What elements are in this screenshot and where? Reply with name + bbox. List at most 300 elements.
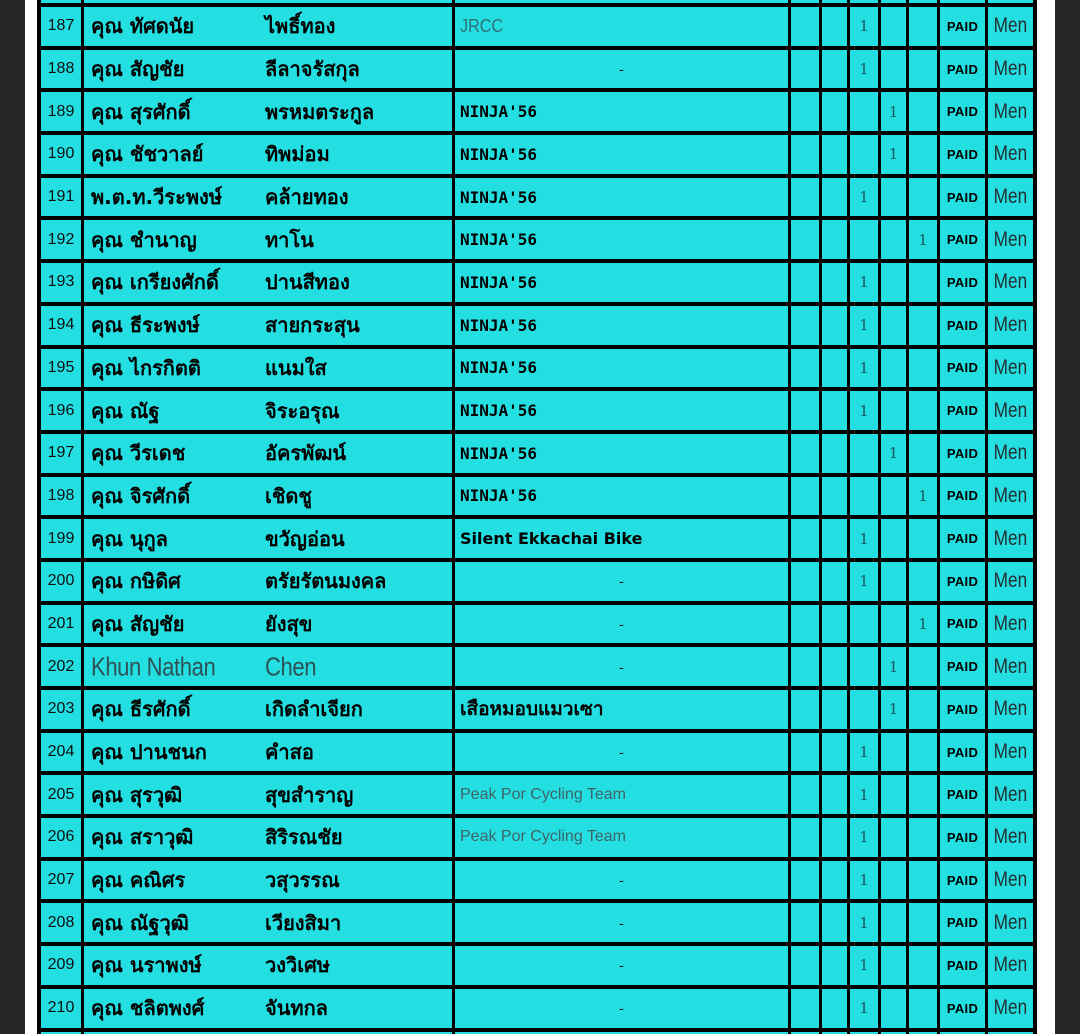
row-number: 201 xyxy=(41,605,84,644)
last-name: Chen xyxy=(265,651,317,682)
category-cell-2 xyxy=(822,562,850,601)
gender-cell xyxy=(988,605,1033,644)
table-row xyxy=(41,771,1033,814)
category-cell-1 xyxy=(791,775,822,814)
category-cell-5 xyxy=(909,92,940,131)
category-cell-4 xyxy=(881,349,909,388)
category-cell-1 xyxy=(791,92,822,131)
row-number: 205 xyxy=(41,775,84,814)
gender-cell xyxy=(988,349,1033,388)
last-name: ทาโน xyxy=(265,227,314,252)
category-cell xyxy=(881,0,909,3)
table-row xyxy=(41,46,1033,89)
last-name: เกิดลำเจียก xyxy=(265,697,363,722)
category-cell-5 xyxy=(909,391,940,430)
last-name: วสุวรรณ xyxy=(265,868,340,893)
category-cell-1 xyxy=(791,733,822,772)
last-name: สิริรณชัย xyxy=(265,825,343,850)
paid-status: PAID xyxy=(940,861,988,900)
row-number: 210 xyxy=(41,989,84,1028)
category-cell-2 xyxy=(822,306,850,345)
gender-cell xyxy=(988,50,1033,89)
team-cell xyxy=(455,263,791,302)
category-cell-4 xyxy=(881,818,909,857)
document-page[interactable] xyxy=(25,0,1055,1034)
row-number xyxy=(41,0,84,3)
team-cell xyxy=(455,903,791,942)
table-body xyxy=(41,3,1033,1028)
paid-status: PAID xyxy=(940,775,988,814)
gender-cell xyxy=(988,0,1033,3)
row-number: 195 xyxy=(41,349,84,388)
row-number: 196 xyxy=(41,391,84,430)
team-name: - xyxy=(619,658,624,675)
gender-cell xyxy=(988,562,1033,601)
team-cell xyxy=(455,92,791,131)
gender-label: Men xyxy=(993,57,1028,81)
row-number: 200 xyxy=(41,562,84,601)
team-name: - xyxy=(619,61,624,78)
gender-label: Men xyxy=(993,740,1028,764)
category-cell-2 xyxy=(822,349,850,388)
row-number: 206 xyxy=(41,818,84,857)
last-name: คำสอ xyxy=(265,740,314,765)
name-cell xyxy=(84,562,455,601)
category-cell-2 xyxy=(822,92,850,131)
category-cell-4: 1 xyxy=(881,135,909,174)
category-cell-1 xyxy=(791,989,822,1028)
category-cell-3: 1 xyxy=(850,306,881,345)
category-cell-3 xyxy=(850,92,881,131)
table-row xyxy=(41,686,1033,729)
team-cell xyxy=(455,818,791,857)
last-name: เชิดชู xyxy=(265,483,312,508)
category-cell-4 xyxy=(881,220,909,259)
team-cell xyxy=(455,477,791,516)
category-cell xyxy=(822,0,850,3)
last-name: คล้ายทอง xyxy=(265,185,349,210)
team-cell xyxy=(455,519,791,558)
category-cell-5 xyxy=(909,50,940,89)
category-cell-5 xyxy=(909,946,940,985)
first-name: คุณ สัญชัย xyxy=(91,611,185,636)
category-cell-2 xyxy=(822,775,850,814)
gender-cell xyxy=(988,903,1033,942)
category-cell-1 xyxy=(791,263,822,302)
name-cell xyxy=(84,0,455,3)
team-name: NINJA'56 xyxy=(460,486,538,506)
category-cell-4: 1 xyxy=(881,647,909,686)
row-number: 188 xyxy=(41,50,84,89)
team-cell xyxy=(455,861,791,900)
category-cell-5 xyxy=(909,989,940,1028)
gender-cell xyxy=(988,434,1033,473)
row-number: 192 xyxy=(41,220,84,259)
name-cell xyxy=(84,989,455,1028)
name-cell xyxy=(84,647,455,686)
name-cell xyxy=(84,135,455,174)
row-number: 204 xyxy=(41,733,84,772)
paid-status: PAID xyxy=(940,989,988,1028)
last-name: พรหมตระกูล xyxy=(265,99,375,124)
category-cell-5 xyxy=(909,135,940,174)
first-name: คุณ ชลิตพงศ์ xyxy=(91,996,205,1021)
last-name: แนมใส xyxy=(265,355,327,380)
team-name: - xyxy=(619,872,624,889)
last-name: ตรัยรัตนมงคล xyxy=(265,569,387,594)
gender-label: Men xyxy=(993,910,1028,934)
gender-label: Men xyxy=(993,355,1028,379)
category-cell-1 xyxy=(791,477,822,516)
category-cell-4 xyxy=(881,178,909,217)
team-cell xyxy=(455,50,791,89)
name-cell xyxy=(84,220,455,259)
category-cell-2 xyxy=(822,477,850,516)
category-cell-1 xyxy=(791,7,822,46)
row-number: 199 xyxy=(41,519,84,558)
last-name: สายกระสุน xyxy=(265,313,360,338)
category-cell xyxy=(850,0,881,3)
category-cell-4 xyxy=(881,477,909,516)
team-name: NINJA'56 xyxy=(460,358,538,378)
team-cell xyxy=(455,647,791,686)
category-cell-4 xyxy=(881,7,909,46)
registration-table xyxy=(37,0,1037,1034)
category-cell-4 xyxy=(881,391,909,430)
category-cell-4 xyxy=(881,306,909,345)
row-number: 187 xyxy=(41,7,84,46)
category-cell-4 xyxy=(881,263,909,302)
paid-status: PAID xyxy=(940,7,988,46)
gender-cell xyxy=(988,861,1033,900)
category-cell-2 xyxy=(822,818,850,857)
gender-label: Men xyxy=(993,185,1028,209)
category-cell-5: 1 xyxy=(909,477,940,516)
paid-status: PAID xyxy=(940,92,988,131)
category-cell-2 xyxy=(822,690,850,729)
category-cell-3: 1 xyxy=(850,391,881,430)
first-name: คุณ สัญชัย xyxy=(91,57,185,82)
last-name: จิระอรุณ xyxy=(265,398,340,423)
gender-label: Men xyxy=(993,142,1028,166)
category-cell-3: 1 xyxy=(850,50,881,89)
category-cell-1 xyxy=(791,818,822,857)
category-cell-4 xyxy=(881,903,909,942)
category-cell-5 xyxy=(909,775,940,814)
paid-status: PAID xyxy=(940,903,988,942)
table-row xyxy=(41,899,1033,942)
category-cell-5 xyxy=(909,690,940,729)
gender-cell xyxy=(988,178,1033,217)
team-name: NINJA'56 xyxy=(460,443,538,463)
category-cell-3 xyxy=(850,690,881,729)
team-cell xyxy=(455,562,791,601)
team-cell xyxy=(455,135,791,174)
name-cell xyxy=(84,178,455,217)
first-name: คุณ สุรวุฒิ xyxy=(91,782,183,807)
name-cell xyxy=(84,477,455,516)
category-cell-3 xyxy=(850,647,881,686)
gender-label: Men xyxy=(993,14,1028,38)
category-cell-2 xyxy=(822,220,850,259)
row-number: 197 xyxy=(41,434,84,473)
team-name: NINJA'56 xyxy=(460,315,538,335)
row-number: 189 xyxy=(41,92,84,131)
category-cell-3 xyxy=(850,477,881,516)
table-row xyxy=(41,942,1033,985)
gender-cell xyxy=(988,7,1033,46)
last-name: ทิพม่อม xyxy=(265,142,330,167)
gender-label: Men xyxy=(993,569,1028,593)
first-name: คุณ ทัศดนัย xyxy=(91,14,195,39)
category-cell-5: 1 xyxy=(909,605,940,644)
row-number: 193 xyxy=(41,263,84,302)
category-cell-4 xyxy=(881,775,909,814)
team-name: NINJA'56 xyxy=(460,187,538,207)
row-number: 203 xyxy=(41,690,84,729)
first-name: คุณ ปานชนก xyxy=(91,740,207,765)
category-cell-1 xyxy=(791,306,822,345)
category-cell-4 xyxy=(881,946,909,985)
paid-status: PAID xyxy=(940,477,988,516)
name-cell xyxy=(84,775,455,814)
category-cell-5 xyxy=(909,647,940,686)
gender-label: Men xyxy=(993,868,1028,892)
name-cell xyxy=(84,434,455,473)
category-cell-4: 1 xyxy=(881,690,909,729)
category-cell-2 xyxy=(822,903,850,942)
paid-status: PAID xyxy=(940,220,988,259)
gender-label: Men xyxy=(993,313,1028,337)
table-row xyxy=(41,515,1033,558)
category-cell-3: 1 xyxy=(850,989,881,1028)
gender-cell xyxy=(988,220,1033,259)
category-cell-3: 1 xyxy=(850,562,881,601)
name-cell xyxy=(84,391,455,430)
gender-cell xyxy=(988,946,1033,985)
row-number: 191 xyxy=(41,178,84,217)
team-cell xyxy=(455,946,791,985)
gender-label: Men xyxy=(993,782,1028,806)
team-cell xyxy=(455,178,791,217)
category-cell-4: 1 xyxy=(881,434,909,473)
gender-cell xyxy=(988,989,1033,1028)
category-cell-5 xyxy=(909,861,940,900)
category-cell-3: 1 xyxy=(850,861,881,900)
category-cell-2 xyxy=(822,178,850,217)
category-cell-2 xyxy=(822,605,850,644)
category-cell-5 xyxy=(909,519,940,558)
first-name: คุณ นุกูล xyxy=(91,526,168,551)
category-cell-5 xyxy=(909,818,940,857)
category-cell-2 xyxy=(822,861,850,900)
gender-label: Men xyxy=(993,825,1028,849)
last-name: ขวัญอ่อน xyxy=(265,526,345,551)
table-row xyxy=(41,387,1033,430)
category-cell-3: 1 xyxy=(850,349,881,388)
table-row xyxy=(41,985,1033,1028)
category-cell-4 xyxy=(881,519,909,558)
gender-cell xyxy=(988,92,1033,131)
table-row xyxy=(41,643,1033,686)
first-name: คุณ คณิศร xyxy=(91,868,186,893)
category-cell-5: 1 xyxy=(909,220,940,259)
table-row xyxy=(41,430,1033,473)
table-row-partial-bottom xyxy=(41,1028,1033,1034)
first-name: คุณ ชัชวาลย์ xyxy=(91,142,204,167)
first-name: Khun Nathan xyxy=(91,651,216,682)
row-number: 190 xyxy=(41,135,84,174)
category-cell-5 xyxy=(909,434,940,473)
row-number: 208 xyxy=(41,903,84,942)
team-name: NINJA'56 xyxy=(460,102,538,122)
gender-cell xyxy=(988,263,1033,302)
team-cell xyxy=(455,733,791,772)
first-name: คุณ นราพงษ์ xyxy=(91,953,202,978)
category-cell-2 xyxy=(822,7,850,46)
category-cell-4 xyxy=(881,50,909,89)
row-number: 194 xyxy=(41,306,84,345)
category-cell-5 xyxy=(909,349,940,388)
category-cell-1 xyxy=(791,220,822,259)
category-cell-3: 1 xyxy=(850,519,881,558)
row-number: 209 xyxy=(41,946,84,985)
last-name: จันทกล xyxy=(265,996,328,1021)
gender-cell xyxy=(988,477,1033,516)
category-cell-5 xyxy=(909,903,940,942)
gender-cell xyxy=(988,690,1033,729)
gender-label: Men xyxy=(993,996,1028,1020)
category-cell-2 xyxy=(822,263,850,302)
category-cell-3: 1 xyxy=(850,775,881,814)
paid-status: PAID xyxy=(940,519,988,558)
row-number: 202 xyxy=(41,647,84,686)
name-cell xyxy=(84,861,455,900)
category-cell-1 xyxy=(791,903,822,942)
category-cell-5 xyxy=(909,562,940,601)
category-cell-1 xyxy=(791,434,822,473)
name-cell xyxy=(84,7,455,46)
category-cell-1 xyxy=(791,562,822,601)
table-row xyxy=(41,174,1033,217)
team-cell xyxy=(455,306,791,345)
category-cell-3: 1 xyxy=(850,903,881,942)
paid-status: PAID xyxy=(940,50,988,89)
gender-cell xyxy=(988,135,1033,174)
name-cell xyxy=(84,818,455,857)
gender-label: Men xyxy=(993,441,1028,465)
gender-label: Men xyxy=(993,227,1028,251)
category-cell-1 xyxy=(791,861,822,900)
team-cell xyxy=(455,605,791,644)
first-name: คุณ ไกรกิตติ xyxy=(91,355,201,380)
paid-status: PAID xyxy=(940,647,988,686)
gender-cell xyxy=(988,818,1033,857)
paid-status: PAID xyxy=(940,349,988,388)
team-cell xyxy=(455,0,791,3)
name-cell xyxy=(84,946,455,985)
team-name: - xyxy=(619,957,624,974)
team-name: JRCC xyxy=(460,15,504,36)
gender-cell xyxy=(988,519,1033,558)
paid-status: PAID xyxy=(940,605,988,644)
team-cell xyxy=(455,349,791,388)
table-row xyxy=(41,3,1033,46)
category-cell-2 xyxy=(822,434,850,473)
team-cell xyxy=(455,690,791,729)
first-name: คุณ ธีระพงษ์ xyxy=(91,313,200,338)
team-name: NINJA'56 xyxy=(460,272,538,292)
last-name: ปานสีทอง xyxy=(265,270,350,295)
paid-status: PAID xyxy=(940,818,988,857)
team-name: เสือหมอบแมวเซา xyxy=(460,698,604,721)
first-name: คุณ ณัฐวุฒิ xyxy=(91,910,189,935)
table-row xyxy=(41,601,1033,644)
category-cell-5 xyxy=(909,7,940,46)
last-name: ยังสุข xyxy=(265,611,313,636)
category-cell-3: 1 xyxy=(850,818,881,857)
name-cell xyxy=(84,519,455,558)
category-cell-3: 1 xyxy=(850,178,881,217)
table-row xyxy=(41,345,1033,388)
category-cell-3: 1 xyxy=(850,733,881,772)
paid-status xyxy=(940,0,988,3)
category-cell-4 xyxy=(881,861,909,900)
table-row xyxy=(41,558,1033,601)
gender-cell xyxy=(988,391,1033,430)
category-cell-1 xyxy=(791,519,822,558)
gender-label: Men xyxy=(993,697,1028,721)
first-name: คุณ ธีรศักดิ์ xyxy=(91,697,191,722)
category-cell-3 xyxy=(850,434,881,473)
team-name: - xyxy=(619,1000,624,1017)
table-row xyxy=(41,216,1033,259)
category-cell-1 xyxy=(791,50,822,89)
category-cell-1 xyxy=(791,135,822,174)
table-row xyxy=(41,131,1033,174)
category-cell-1 xyxy=(791,690,822,729)
team-cell xyxy=(455,434,791,473)
category-cell-4: 1 xyxy=(881,92,909,131)
name-cell xyxy=(84,690,455,729)
last-name: สุขสำราญ xyxy=(265,782,354,807)
first-name: คุณ เกรียงศักดิ์ xyxy=(91,270,219,295)
paid-status: PAID xyxy=(940,306,988,345)
paid-status: PAID xyxy=(940,946,988,985)
team-name: - xyxy=(619,615,624,632)
category-cell-1 xyxy=(791,946,822,985)
team-name: - xyxy=(619,744,624,761)
category-cell-5 xyxy=(909,733,940,772)
category-cell-3: 1 xyxy=(850,263,881,302)
row-number: 198 xyxy=(41,477,84,516)
first-name: คุณ ชำนาญ xyxy=(91,227,197,252)
team-cell xyxy=(455,391,791,430)
category-cell-5 xyxy=(909,178,940,217)
table-row xyxy=(41,302,1033,345)
category-cell-5 xyxy=(909,263,940,302)
table-row-partial-top xyxy=(41,0,1033,3)
team-name: Silent Ekkachai Bike xyxy=(460,529,643,549)
gender-label: Men xyxy=(993,654,1028,678)
first-name: คุณ สุรศักดิ์ xyxy=(91,99,191,124)
gender-label: Men xyxy=(993,99,1028,123)
first-name: คุณ วีรเดช xyxy=(91,441,186,466)
gender-label: Men xyxy=(993,526,1028,550)
category-cell-5 xyxy=(909,306,940,345)
category-cell-2 xyxy=(822,50,850,89)
last-name: อัครพัฒน์ xyxy=(265,441,347,466)
